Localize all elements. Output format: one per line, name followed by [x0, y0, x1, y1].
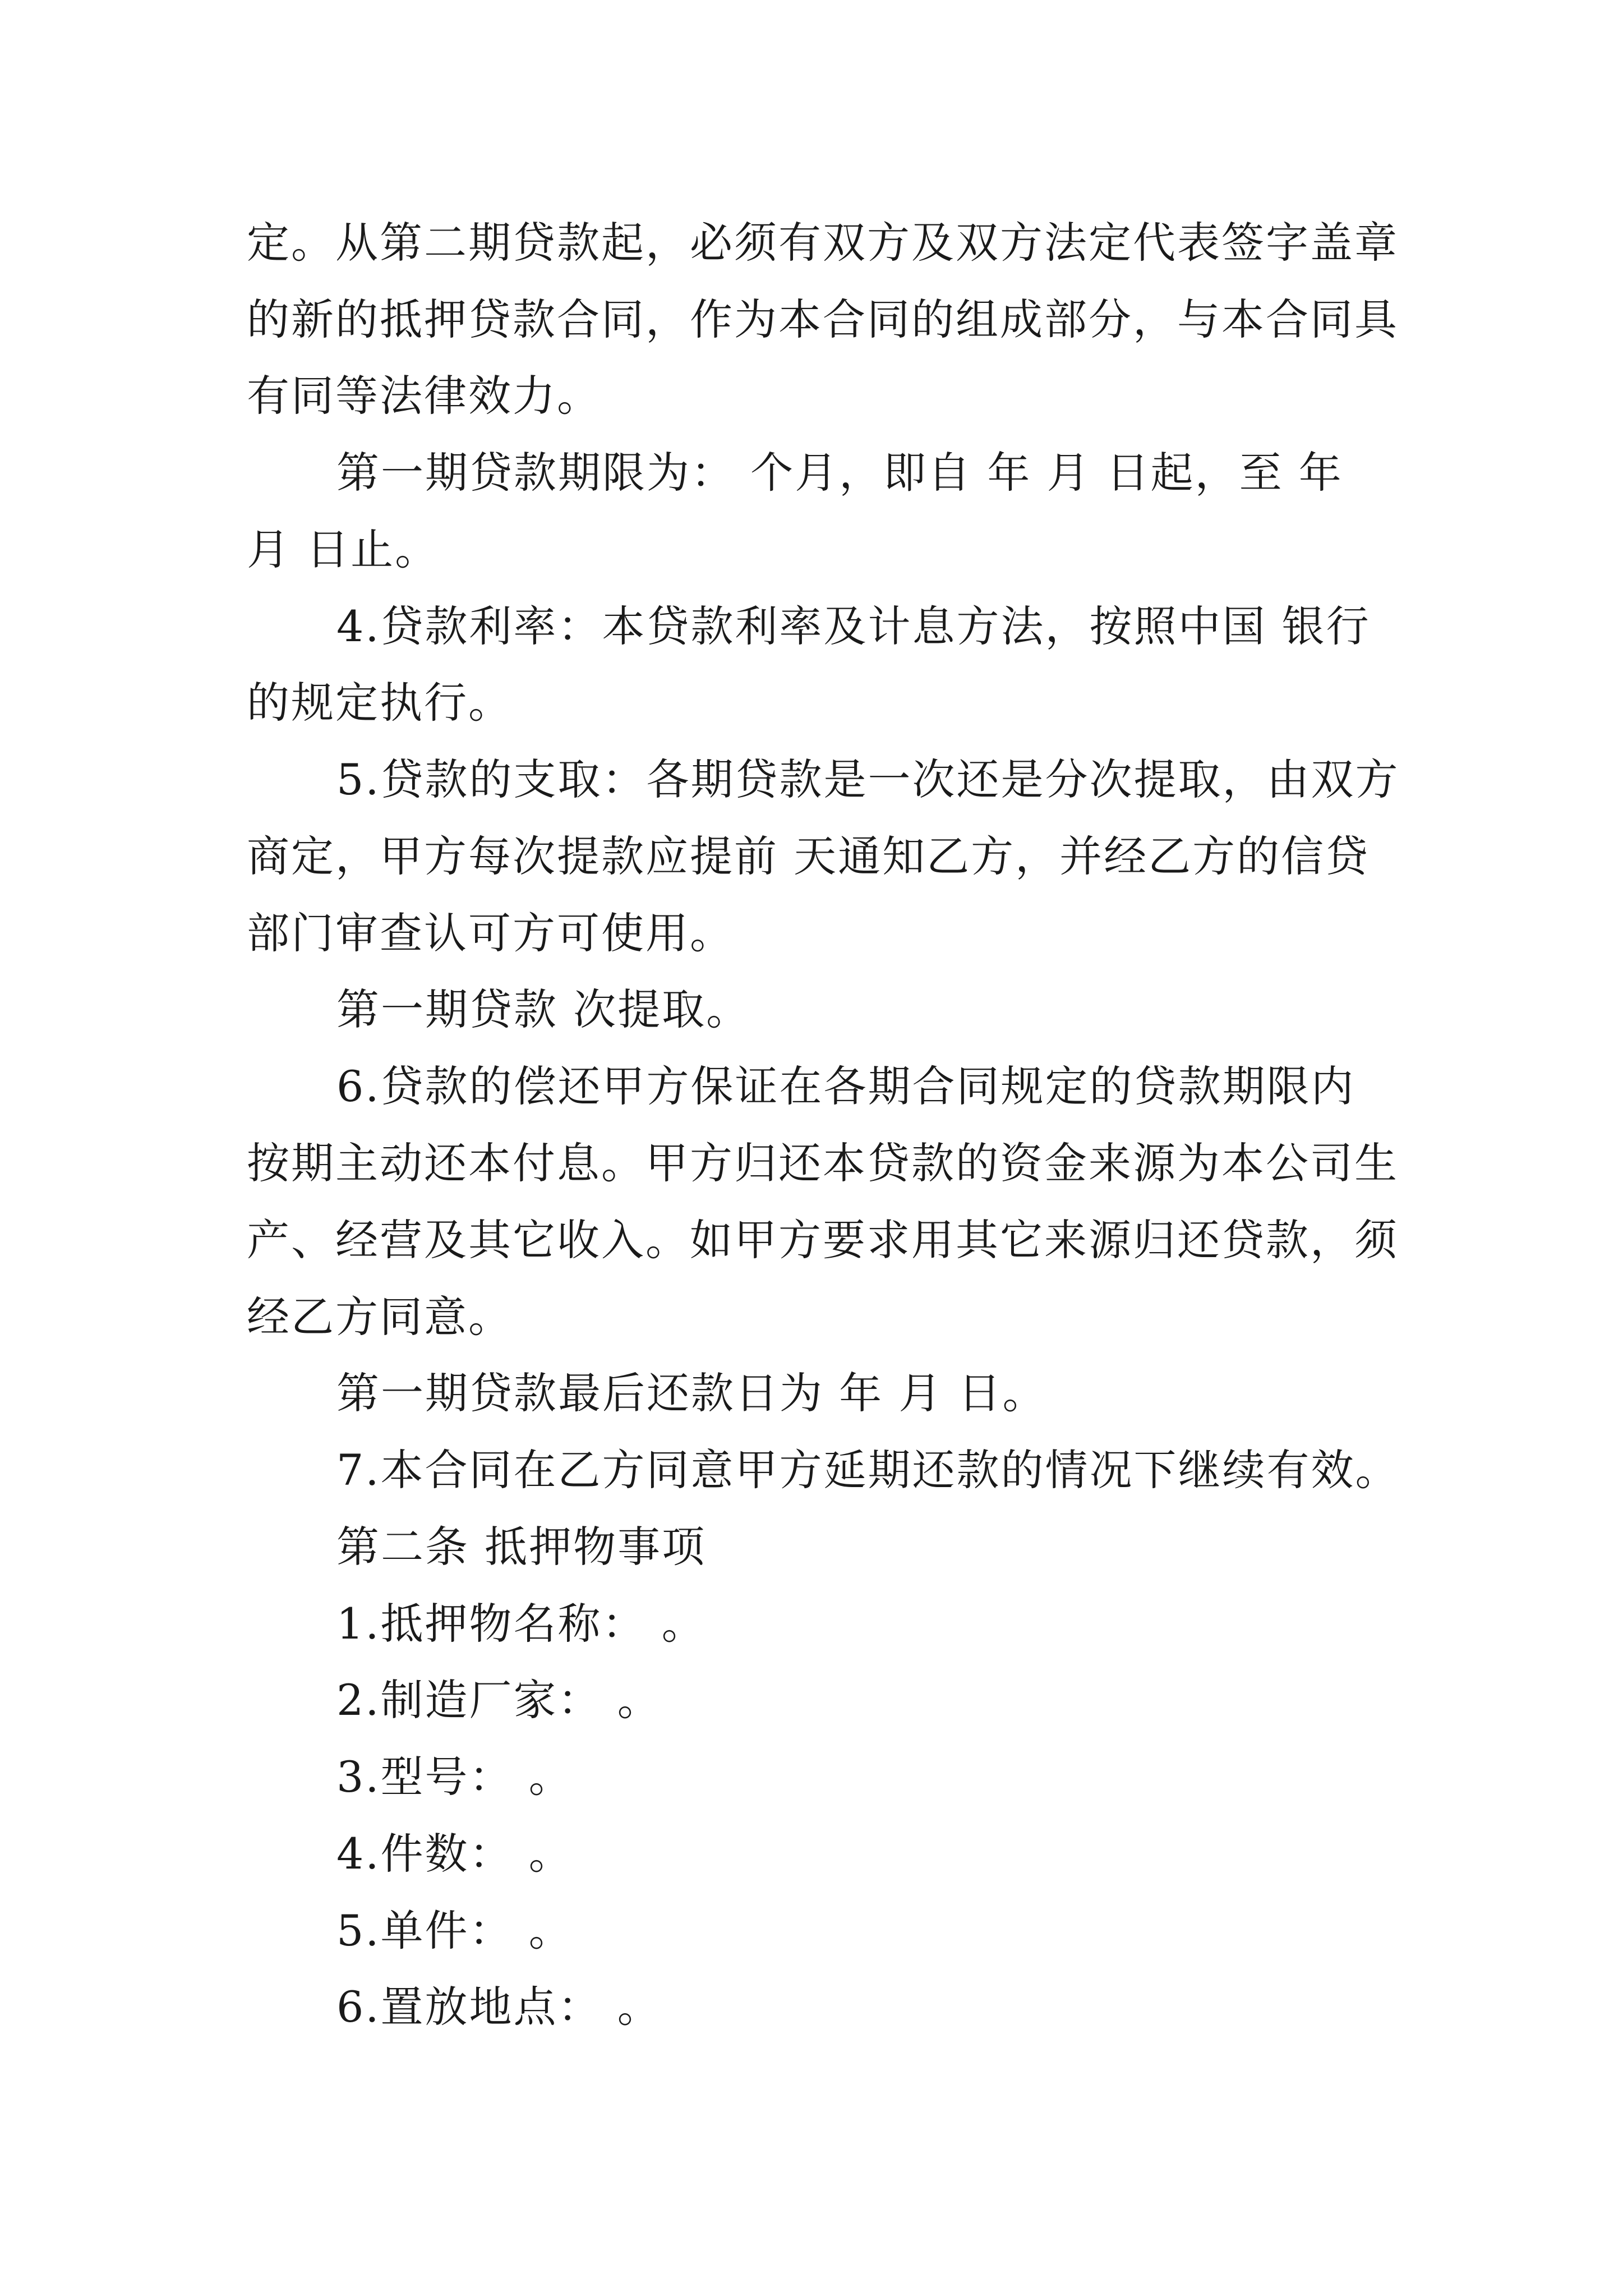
text-line-23: 5.单件： 。	[336, 1906, 573, 1955]
text-line-22: 4.件数： 。	[336, 1829, 573, 1879]
text-line-9: 商定，甲方每次提款应提前 天通知乙方，并经乙方的信贷	[247, 831, 1370, 881]
text-line-8: 5.贷款的支取：各期贷款是一次还是分次提取，由双方	[336, 754, 1400, 804]
text-line-16: 第一期贷款最后还款日为 年 月 日。	[336, 1368, 1047, 1418]
text-line-5: 月 日止。	[247, 524, 440, 574]
text-line-15: 经乙方同意。	[247, 1292, 513, 1342]
text-line-11: 第一期贷款 次提取。	[336, 984, 751, 1034]
text-line-1: 定。从第二期贷款起，必须有双方及双方法定代表签字盖章	[247, 218, 1399, 268]
text-line-4: 第一期贷款期限为： 个月，即自 年 月 日起，至 年	[336, 448, 1343, 498]
text-line-24: 6.置放地点： 。	[336, 1982, 662, 2032]
text-line-17: 7.本合同在乙方同意甲方延期还款的情况下继续有效。	[336, 1445, 1400, 1495]
text-line-14: 产、经营及其它收入。如甲方要求用其它来源归还贷款，须	[247, 1215, 1399, 1265]
text-line-13: 按期主动还本付息。甲方归还本贷款的资金来源为本公司生	[247, 1138, 1399, 1188]
text-line-12: 6.贷款的偿还甲方保证在各期合同规定的贷款期限内	[336, 1061, 1355, 1111]
text-line-6: 4.贷款利率：本贷款利率及计息方法，按照中国 银行	[336, 601, 1371, 651]
text-line-19: 1.抵押物名称： 。	[336, 1599, 706, 1649]
text-line-18: 第二条 抵押物事项	[336, 1522, 707, 1572]
text-line-10: 部门审查认可方可使用。	[247, 908, 734, 958]
text-line-2: 的新的抵押贷款合同，作为本合同的组成部分，与本合同具	[247, 295, 1399, 344]
text-line-21: 3.型号： 。	[336, 1752, 573, 1802]
text-line-7: 的规定执行。	[247, 678, 513, 728]
text-line-20: 2.制造厂家： 。	[336, 1675, 662, 1725]
text-line-3: 有同等法律效力。	[247, 371, 601, 421]
